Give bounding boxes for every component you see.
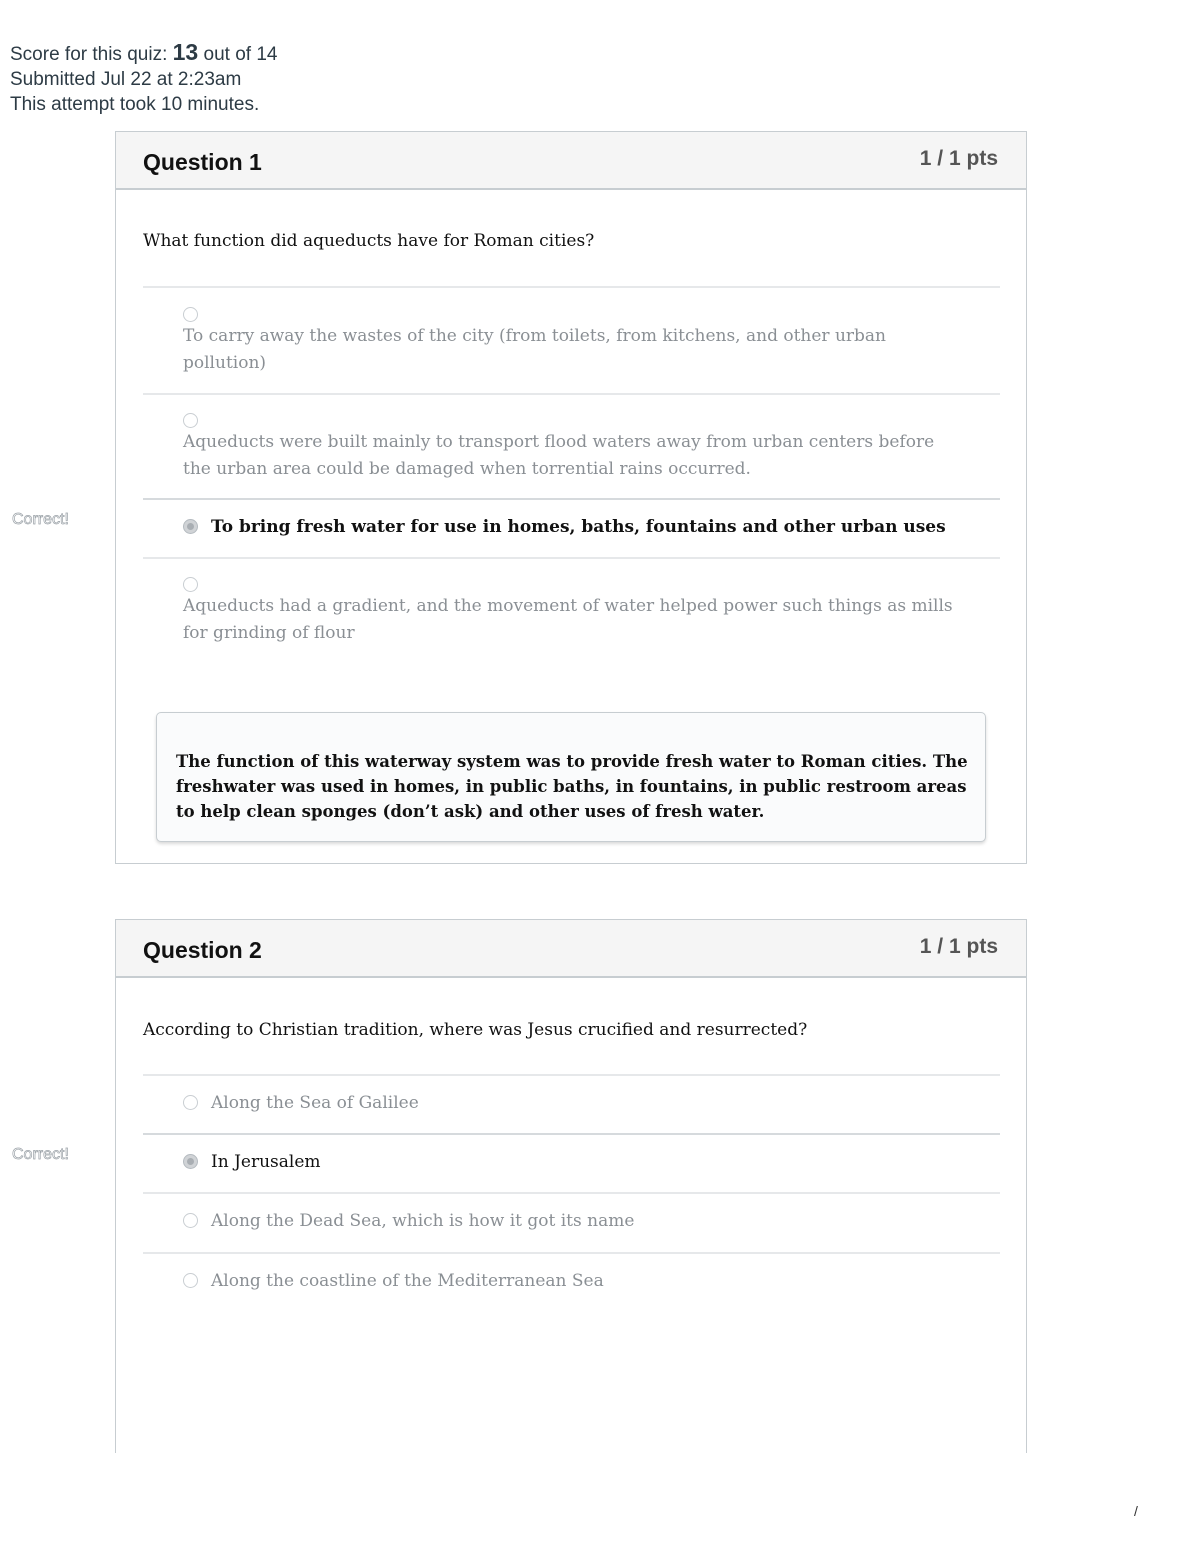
radio-button[interactable] (183, 1273, 198, 1288)
question-text: According to Christian tradition, where was Jesus crucified and resurrected? (143, 1020, 808, 1040)
radio-button[interactable] (183, 413, 198, 428)
question-header (116, 132, 1026, 190)
quiz-summary (10, 40, 277, 117)
answer-text: Along the Sea of Galilee (211, 1093, 419, 1113)
answer-text: Aqueducts were built mainly to transport flood waters away from urban centers before the urban area could be damaged when torrential rains occurred. (183, 432, 935, 479)
score-value: 13 (172, 39, 199, 65)
radio-button-selected[interactable] (183, 1154, 198, 1169)
answer-text: To bring fresh water for use in homes, baths, fountains and other urban uses (211, 517, 946, 537)
answer-text: Along the Dead Sea, which is how it got its name (211, 1211, 635, 1231)
answer-option[interactable] (143, 1076, 1000, 1133)
score-prefix: Score for this quiz: (10, 44, 173, 65)
score-line (10, 40, 277, 67)
radio-button[interactable] (183, 1095, 198, 1110)
score-suffix: out of 14 (198, 44, 278, 65)
attempt-duration: This attempt took 10 minutes. (10, 94, 260, 115)
answer-text: Along the coastline of the Mediterranean Sea (211, 1271, 604, 1291)
radio-button[interactable] (183, 577, 198, 592)
page-marker: / (1134, 1503, 1138, 1519)
question-header (116, 920, 1026, 978)
answer-text: Aqueducts had a gradient, and the movement of water helped power such things as mills for grinding of flour (183, 596, 953, 643)
answer-feedback (156, 712, 986, 842)
radio-button[interactable] (183, 307, 198, 322)
radio-button-selected[interactable] (183, 519, 198, 534)
answer-option-selected[interactable] (143, 1135, 1000, 1192)
question-card (115, 919, 1027, 1453)
answer-option[interactable] (143, 1194, 1000, 1251)
question-points: 1 / 1 pts (919, 935, 998, 958)
correct-answer-label: Correct! (12, 511, 69, 528)
question-title: Question 2 (143, 937, 262, 963)
answer-text: To carry away the wastes of the city (from toilets, from kitchens, and other urban pollution) (183, 326, 887, 373)
answer-text: In Jerusalem (211, 1152, 321, 1172)
correct-answer-label: Correct! (12, 1146, 69, 1163)
answer-option[interactable] (143, 559, 1000, 659)
answer-option[interactable] (143, 1254, 1000, 1311)
question-card (115, 131, 1027, 864)
answer-option-selected[interactable] (143, 500, 1000, 557)
question-text: What function did aqueducts have for Roman cities? (143, 231, 595, 251)
answer-option[interactable] (143, 288, 1000, 393)
answer-option[interactable] (143, 395, 1000, 498)
submitted-time: Submitted Jul 22 at 2:23am (10, 69, 242, 90)
question-points: 1 / 1 pts (919, 147, 998, 170)
question-title: Question 1 (143, 149, 262, 175)
radio-button[interactable] (183, 1213, 198, 1228)
feedback-text: The function of this waterway system was to provide fresh water to Roman cities. The freshwater was used in homes, in public baths, in fountains, in public restroom areas to help clean sponges (don’t ask) and other uses of fresh water. (176, 752, 968, 821)
